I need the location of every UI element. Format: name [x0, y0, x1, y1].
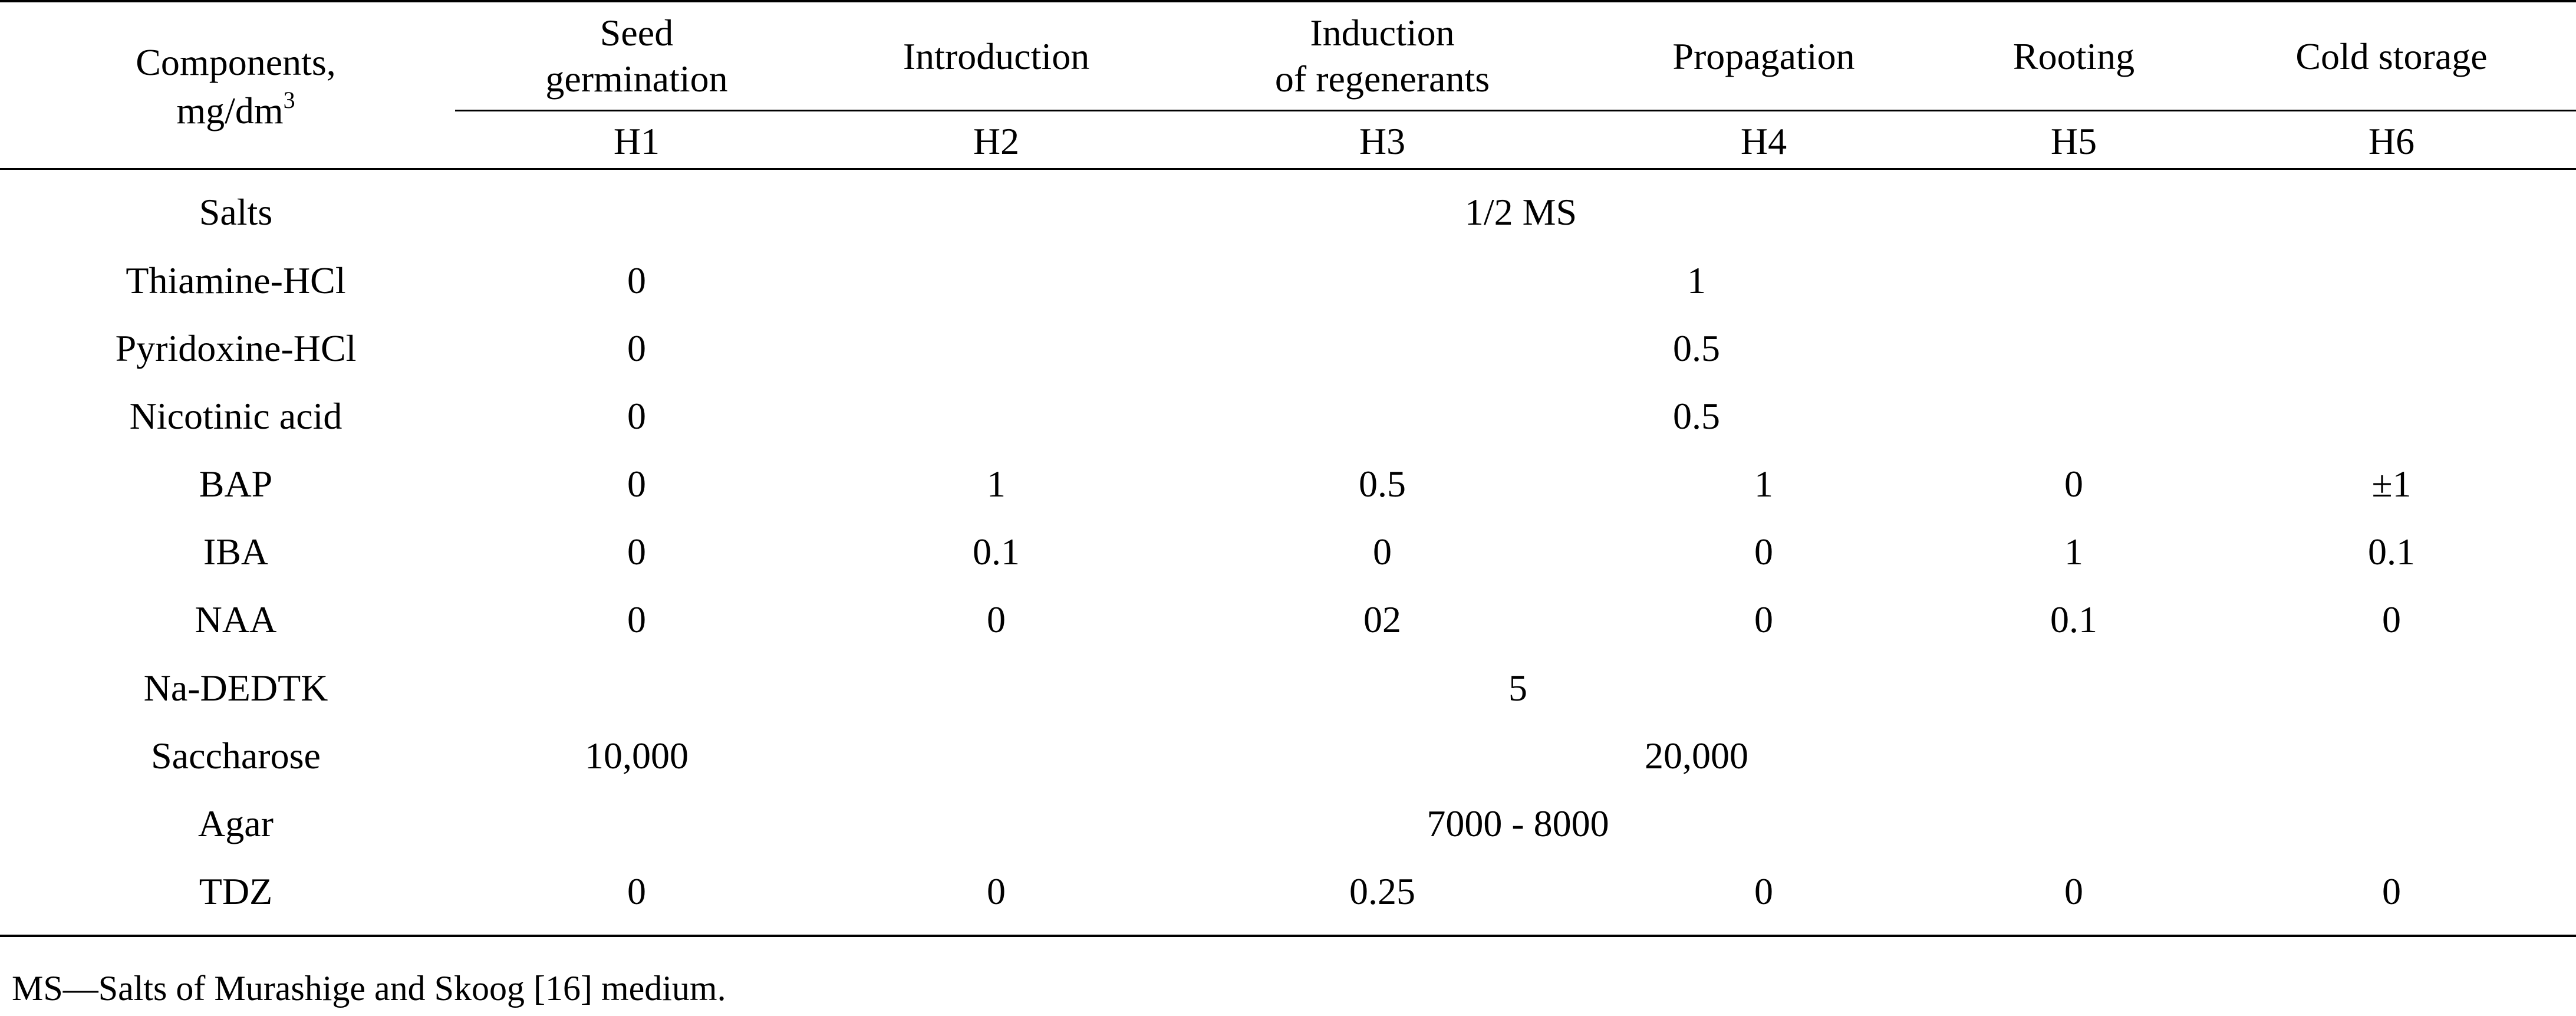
row-naa-h2: 0 [987, 599, 1006, 640]
table-bottom-rule [0, 935, 2576, 937]
row-label-agar: Agar [198, 803, 274, 844]
row-tdz-h5: 0 [2064, 870, 2083, 912]
row-naa-h4: 0 [1754, 599, 1773, 640]
row-label-iba: IBA [203, 531, 269, 573]
row-thiamine-h2-h6: 1 [1687, 259, 1706, 301]
table-top-rule [0, 0, 2576, 2]
header-components [136, 40, 336, 85]
header-stage-h2: Introduction [902, 35, 1090, 77]
header-components-unit [176, 88, 295, 133]
row-label-saccharose: Saccharose [151, 735, 321, 777]
row-saccharose-h2-h6: 20,000 [1645, 735, 1748, 777]
row-agar-value: 7000 - 8000 [1427, 803, 1609, 844]
row-label-nicotinic: Nicotinic acid [129, 395, 342, 437]
header-code-h6: H6 [2368, 120, 2415, 162]
header-code-h4: H4 [1740, 120, 1787, 162]
table-footnote: MS—Salts of Murashige and Skoog [16] medium. [12, 969, 726, 1008]
row-tdz-h3: 0.25 [1349, 870, 1415, 912]
row-label-thiamine: Thiamine-HCl [126, 259, 346, 301]
row-label-tdz: TDZ [199, 870, 273, 912]
row-bap-h1: 0 [627, 463, 646, 505]
row-nicotinic-h2-h6: 0.5 [1673, 395, 1720, 437]
row-naa-h6: 0 [2382, 599, 2401, 640]
header-stage-h4: Propagation [1672, 35, 1855, 77]
row-saccharose-h1: 10,000 [585, 735, 689, 777]
row-naa-h3: 02 [1363, 599, 1401, 640]
row-bap-h2: 1 [987, 463, 1006, 505]
header-unit-sup: 3 [283, 87, 295, 113]
row-label-naa: NAA [195, 599, 277, 640]
row-na-dedtk-value: 5 [1508, 667, 1527, 709]
row-bap-h4: 1 [1754, 463, 1773, 505]
header-stage-h1-line1: Seed [599, 12, 674, 54]
header-stage-h3-line2: of regenerants [1274, 58, 1490, 100]
row-bap-h6: ±1 [2371, 463, 2412, 505]
row-iba-h3: 0 [1373, 531, 1392, 573]
header-sub-rule [455, 110, 2576, 111]
row-bap-h3: 0.5 [1359, 463, 1406, 505]
header-code-h3: H3 [1359, 120, 1406, 162]
row-label-na-dedtk: Na-DEDTK [143, 667, 328, 709]
row-label-salts: Salts [199, 191, 273, 233]
header-stage-h5: Rooting [2012, 35, 2135, 77]
header-components-label: Components, [136, 41, 336, 83]
row-iba-h4: 0 [1754, 531, 1773, 573]
row-salts-value: 1/2 MS [1464, 191, 1577, 233]
row-naa-h1: 0 [627, 599, 646, 640]
row-naa-h5: 0.1 [2050, 599, 2097, 640]
header-code-h5: H5 [2050, 120, 2097, 162]
header-stage-h3-line1: Induction [1310, 12, 1455, 54]
row-pyridoxine-h2-h6: 0.5 [1673, 327, 1720, 369]
header-unit-base: mg/dm [176, 90, 284, 131]
header-code-h1: H1 [613, 120, 660, 162]
row-tdz-h2: 0 [987, 870, 1006, 912]
row-iba-h2: 0.1 [973, 531, 1020, 573]
header-stage-h1-line2: germination [545, 58, 728, 100]
row-label-pyridoxine: Pyridoxine-HCl [115, 327, 357, 369]
row-tdz-h1: 0 [627, 870, 646, 912]
row-thiamine-h1: 0 [627, 259, 646, 301]
header-code-h2: H2 [973, 120, 1020, 162]
row-iba-h5: 1 [2064, 531, 2083, 573]
header-bottom-rule [0, 168, 2576, 170]
row-pyridoxine-h1: 0 [627, 327, 646, 369]
row-nicotinic-h1: 0 [627, 395, 646, 437]
header-stage-h6: Cold storage [2295, 35, 2488, 77]
row-bap-h5: 0 [2064, 463, 2083, 505]
row-tdz-h4: 0 [1754, 870, 1773, 912]
row-iba-h6: 0.1 [2368, 531, 2415, 573]
row-iba-h1: 0 [627, 531, 646, 573]
row-label-bap: BAP [199, 463, 273, 505]
row-tdz-h6: 0 [2382, 870, 2401, 912]
